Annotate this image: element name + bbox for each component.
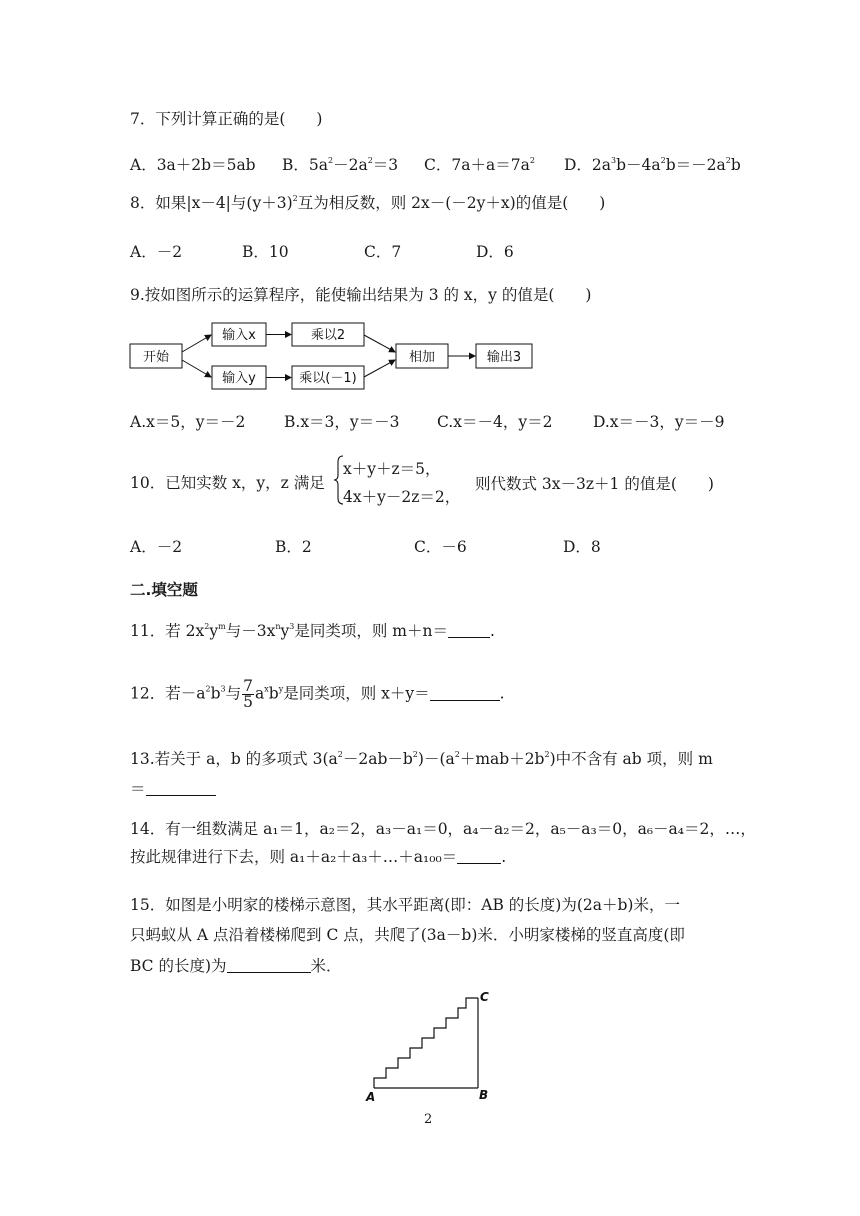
q11-answer-blank[interactable] xyxy=(448,621,490,638)
flow-mul-neg1-text: 乘以(－1) xyxy=(299,371,357,386)
flow-output-text: 输出3 xyxy=(486,350,522,365)
q12-text: 12．若$-a^2b^3$与 $\frac{7}{5}$ $a^xb^y$是同类项，则 x＋y＝ . xyxy=(130,677,505,711)
q10-equation-2: 4x＋y－2z＝2， xyxy=(343,488,461,506)
q8-option-d: D．6 xyxy=(476,243,514,261)
q10-option-c: C．－6 xyxy=(414,538,467,556)
flow-add-text: 相加 xyxy=(408,350,436,365)
q11-text: 11．若 $2x^2y^m$与$-3x^ny^3$是同类项，则 m＋n＝ . xyxy=(130,622,495,640)
q15-line-3: BC 的长度)为 米． xyxy=(130,957,342,975)
q10-option-a: A．－2 xyxy=(130,538,183,556)
q7-option-b: B．$5a^2-2a^2=3$ xyxy=(282,156,399,174)
q7-stem: 7．下列计算正确的是( ) xyxy=(130,110,323,128)
q7-option-c: C．$7a+a=7a^2$ xyxy=(424,156,535,174)
q7-option-d: D．$2a^3b-4a^2b=-2a^2b$ xyxy=(564,156,741,174)
q13-line-1: 13.若关于 a，b 的多项式 $3(a^2-2ab-b^2)-(a^2+mab+2b^2)$中不含有 ab 项，则 m xyxy=(130,750,713,768)
q7-option-a: A．3a＋2b＝5ab xyxy=(130,156,256,174)
q9-stem: 9.按如图所示的运算程序，能使输出结果为 3 的 x，y 的值是( ) xyxy=(130,286,592,304)
section-heading-fill-in: 二.填空题 xyxy=(130,581,198,599)
q14-line-1: 14．有一组数满足 a₁＝1，a₂＝2，a₃－a₁＝0，a₄－a₂＝2，a₅－a₃＝0，a₆－a₄＝2，…， xyxy=(130,820,756,838)
q13-line-2: ＝ xyxy=(130,778,216,800)
q10-equation-1: x＋y＋z＝5， xyxy=(343,460,441,478)
page-number: 2 xyxy=(424,1112,433,1127)
q13-answer-blank[interactable] xyxy=(146,779,216,796)
q14-line-2: 按此规律进行下去，则 a₁＋a₂＋a₃＋…＋a₁₀₀＝ . xyxy=(130,848,507,866)
flow-input-x-text: 输入x xyxy=(222,328,256,343)
q9-flowchart xyxy=(128,318,538,394)
label-a: A xyxy=(366,1090,376,1104)
q9-option-b: B.x＝3，y＝－3 xyxy=(284,413,400,431)
q15-staircase-figure xyxy=(360,988,500,1108)
q10-option-b: B．2 xyxy=(275,538,312,556)
q8-stem: 8．如果|x－4|与$(y+3)^2$互为相反数，则 2x－(－2y＋x)的值是( ) xyxy=(130,194,606,212)
q9-option-c: C.x＝－4，y＝2 xyxy=(437,413,553,431)
staircase-steps xyxy=(374,998,478,1088)
q10-option-d: D．8 xyxy=(563,538,601,556)
q12-answer-blank[interactable] xyxy=(430,684,500,701)
flow-input-y-text: 输入y xyxy=(222,371,256,386)
q15-line-1: 15．如图是小明家的楼梯示意图，其水平距离(即：AB 的长度)为(2a＋b)米，一 xyxy=(130,896,680,914)
q8-option-a: A．－2 xyxy=(130,243,183,261)
q9-option-d: D.x＝－3，y＝－9 xyxy=(593,413,725,431)
flow-start-text: 开始 xyxy=(142,350,170,365)
label-b: B xyxy=(479,1088,489,1102)
q9-option-a: A.x＝5，y＝－2 xyxy=(130,413,246,431)
q15-line-2: 只蚂蚁从 A 点沿着楼梯爬到 C 点，共爬了(3a－b)米．小明家楼梯的竖直高度(即 xyxy=(130,926,685,944)
q8-option-b: B．10 xyxy=(242,243,289,261)
flow-mul2-text: 乘以2 xyxy=(310,328,346,343)
label-c: C xyxy=(480,990,489,1004)
q10-stem-pre: 10．已知实数 x，y，z 满足 xyxy=(130,474,325,492)
q10-stem-post: 则代数式 3x－3z＋1 的值是( ) xyxy=(475,475,714,493)
q14-answer-blank[interactable] xyxy=(457,847,501,864)
q12-fraction: $\frac{7}{5}$ xyxy=(243,677,253,711)
q15-answer-blank[interactable] xyxy=(227,956,311,973)
q8-option-c: C．7 xyxy=(364,243,402,261)
